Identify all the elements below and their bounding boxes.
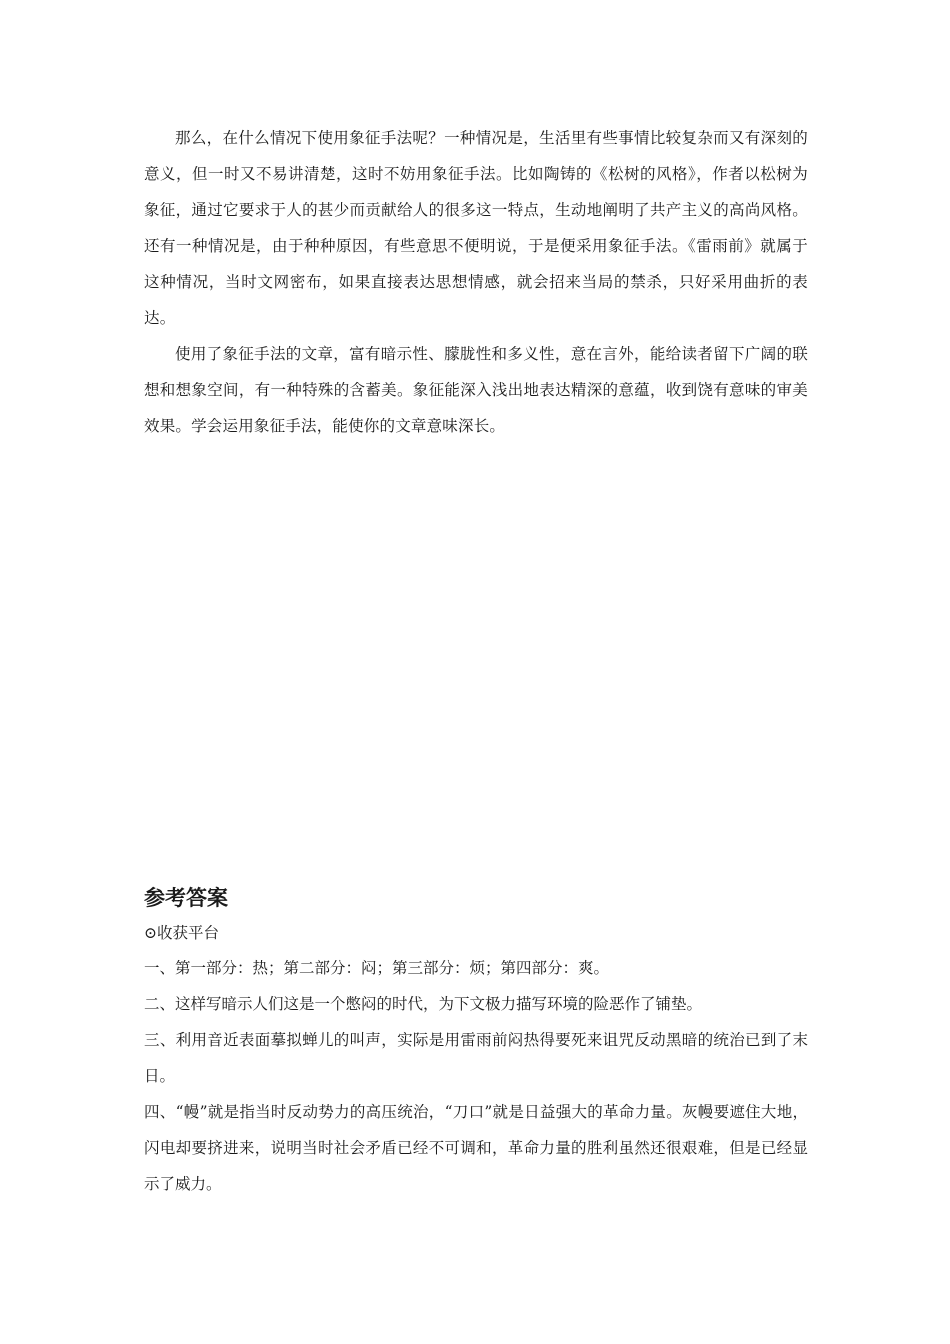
article-body: [144, 120, 808, 444]
answer-item-1: 一、第一部分：热；第二部分：闷；第三部分：烦；第四部分：爽。: [144, 959, 610, 977]
answers-subheading: ⊙收获平台: [144, 924, 219, 942]
reference-answers: [144, 880, 808, 1202]
answers-heading: 参考答案: [144, 886, 228, 910]
paragraph-symbolism-effect: 使用了象征手法的文章，富有暗示性、朦胧性和多义性，意在言外，能给读者留下广阔的联想和想象空间，有一种特殊的含蓄美。象征能深入浅出地表达精深的意蕴，收到饶有意味的审美效果。学会运用象征手法，能使你的文章意味深长。: [144, 345, 808, 435]
answer-item-2: 二、这样写暗示人们这是一个憋闷的时代，为下文极力描写环境的险恶作了铺垫。: [144, 995, 703, 1013]
answer-item-4: 四、“幔”就是指当时反动势力的高压统治，“刀口”就是日益强大的革命力量。灰幔要遮住大地，闪电却要挤进来，说明当时社会矛盾已经不可调和，革命力量的胜利虽然还很艰难，但是已经显示了威力。: [144, 1103, 808, 1193]
paragraph-symbolism-usage: 那么，在什么情况下使用象征手法呢？一种情况是，生活里有些事情比较复杂而又有深刻的意义，但一时又不易讲清楚，这时不妨用象征手法。比如陶铸的《松树的风格》，作者以松树为象征，通过它要求于人的甚少而贡献给人的很多这一特点，生动地阐明了共产主义的高尚风格。还有一种情况是，由于种种原因，有些意思不便明说，于是便采用象征手法。《雷雨前》就属于这种情况，当时文网密布，如果直接表达思想情感，就会招来当局的禁杀，只好采用曲折的表达。: [144, 129, 808, 327]
answer-item-3: 三、利用音近表面摹拟蝉儿的叫声，实际是用雷雨前闷热得要死来诅咒反动黑暗的统治已到了末日。: [144, 1031, 808, 1085]
